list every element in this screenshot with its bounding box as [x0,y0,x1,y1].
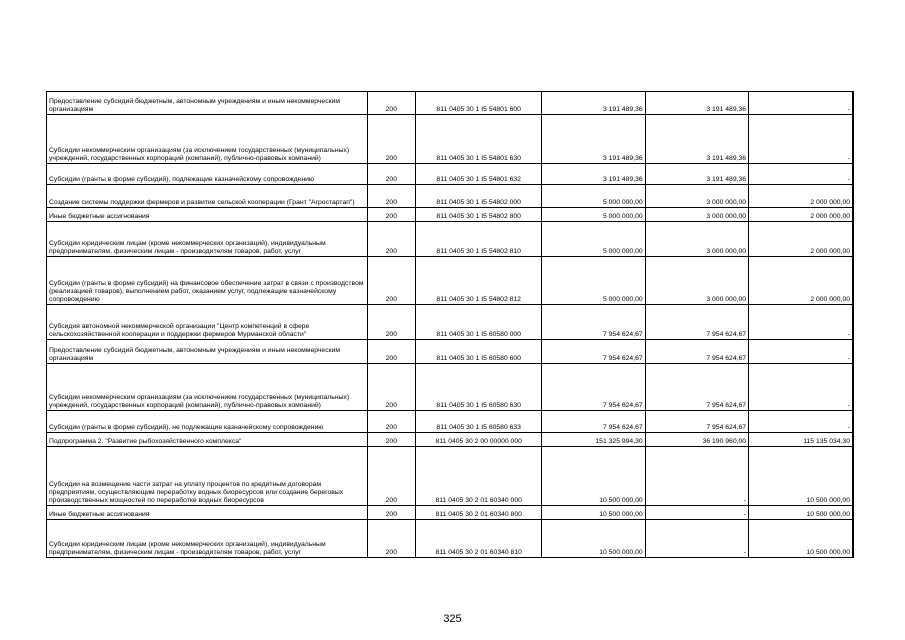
row-budget-code: 811 0405 30 1 I5 60580 630 [416,364,542,411]
row-unexecuted: 10 500 000,00 [749,506,853,520]
row-budget-code: 811 0405 30 1 I5 54801 600 [416,92,542,115]
row-name: Субсидии на возмещение части затрат на уплату процентов по кредитным договорам предприятиям, осуществляющим переработку водных биоресурсов или создание береговых производственных мощностей по переработке водных биоресурсов [47,447,368,506]
row-executed: 3 000 000,00 [645,257,748,305]
row-unexecuted: 2 000 000,00 [749,185,853,208]
row-unexecuted: - [749,164,853,185]
row-approved: 7 954 624,67 [542,305,645,340]
row-unexecuted: 115 135 034,30 [749,433,853,447]
row-name: Субсидии (гранты в форме субсидий), подлежащие казначейскому сопровождению [47,164,368,185]
row-line-code: 200 [367,305,416,340]
row-line-code: 200 [367,222,416,257]
row-approved: 7 954 624,67 [542,364,645,411]
row-line-code: 200 [367,164,416,185]
row-unexecuted: 10 500 000,00 [749,520,853,558]
row-name: Субсидия автономной некоммерческой организации "Центр компетенций в сфере сельскохозяйственной кооперации и поддержки фермеров Мурманской области" [47,305,368,340]
table-row [47,364,854,411]
row-approved: 151 325 994,30 [542,433,645,447]
row-executed: 3 191 489,36 [645,92,748,115]
row-budget-code: 811 0405 30 1 I5 60580 600 [416,340,542,364]
row-budget-code: 811 0405 30 2 01 60340 810 [416,520,542,558]
row-name: Субсидии некоммерческим организациям (за исключением государственных (муниципальных) учреждений, государственных корпораций (компаний), публично-правовых компаний) [47,364,368,411]
row-line-code: 200 [367,185,416,208]
table-row [47,520,854,558]
row-approved: 7 954 624,67 [542,411,645,433]
row-budget-code: 811 0405 30 1 I5 54802 000 [416,185,542,208]
row-budget-code: 811 0405 30 1 I5 60580 633 [416,411,542,433]
row-line-code: 200 [367,92,416,115]
row-approved: 10 500 000,00 [542,447,645,506]
row-approved: 3 191 489,36 [542,115,645,164]
row-budget-code: 811 0405 30 1 I5 54801 630 [416,115,542,164]
row-line-code: 200 [367,520,416,558]
row-executed: - [645,520,748,558]
row-approved: 3 191 489,36 [542,164,645,185]
row-name: Подпрограмма 2. "Развитие рыбохозяйственного комплекса" [47,433,368,447]
row-executed: 7 954 624,67 [645,340,748,364]
row-approved: 5 000 000,00 [542,222,645,257]
table-row [47,185,854,208]
table-row [47,92,854,115]
row-unexecuted: - [749,364,853,411]
row-approved: 5 000 000,00 [542,208,645,222]
row-budget-code: 811 0405 30 1 I5 54801 632 [416,164,542,185]
row-approved: 3 191 489,36 [542,92,645,115]
table-row [47,222,854,257]
table-row [47,411,854,433]
row-line-code: 200 [367,411,416,433]
table-row [47,506,854,520]
row-approved: 5 000 000,00 [542,257,645,305]
row-name: Субсидии (гранты в форме субсидий), не подлежащие казначейскому сопровождению [47,411,368,433]
row-approved: 7 954 624,67 [542,340,645,364]
row-budget-code: 811 0405 30 1 I5 54802 812 [416,257,542,305]
row-executed: - [645,447,748,506]
row-approved: 10 500 000,00 [542,520,645,558]
row-executed: 3 000 000,00 [645,185,748,208]
row-unexecuted: - [749,305,853,340]
row-executed: 36 190 960,00 [645,433,748,447]
table-row [47,115,854,164]
row-name: Субсидии некоммерческим организациям (за исключением государственных (муниципальных) учреждений, государственных корпораций (компаний), публично-правовых компаний) [47,115,368,164]
row-line-code: 200 [367,447,416,506]
table-row [47,305,854,340]
row-name: Субсидии (гранты в форме субсидий) на финансовое обеспечение затрат в связи с производством (реализацией товаров), выполнением работ, оказанием услуг, подлежащие казначейскому сопровождению [47,257,368,305]
row-budget-code: 811 0405 30 1 I5 54802 810 [416,222,542,257]
row-unexecuted: - [749,411,853,433]
table-row [47,164,854,185]
row-executed: 7 954 624,67 [645,364,748,411]
row-name: Предоставление субсидий бюджетным, автономным учреждениям и иным некоммерческим организациям [47,92,368,115]
row-unexecuted: - [749,92,853,115]
row-executed: 3 000 000,00 [645,222,748,257]
row-unexecuted: 2 000 000,00 [749,257,853,305]
row-name: Иные бюджетные ассигнования [47,506,368,520]
row-approved: 5 000 000,00 [542,185,645,208]
row-approved: 10 500 000,00 [542,506,645,520]
row-name: Создание системы поддержки фермеров и развитие сельской кооперации (Грант "Агростартап") [47,185,368,208]
row-line-code: 200 [367,257,416,305]
table-body [47,92,854,558]
row-executed: 3 191 489,36 [645,164,748,185]
row-name: Субсидии юридическим лицам (кроме некоммерческих организаций), индивидуальным предпринимателям, физическим лицам - производителям товаров, работ, услуг [47,222,368,257]
row-budget-code: 811 0405 30 2 01 60340 800 [416,506,542,520]
page-number: 325 [443,613,462,625]
row-unexecuted: 10 500 000,00 [749,447,853,506]
row-unexecuted: 2 000 000,00 [749,208,853,222]
row-line-code: 200 [367,115,416,164]
row-executed: 3 000 000,00 [645,208,748,222]
row-name: Предоставление субсидий бюджетным, автономным учреждениям и иным некоммерческим организациям [47,340,368,364]
row-executed: - [645,506,748,520]
row-name: Субсидии юридическим лицам (кроме некоммерческих организаций), индивидуальным предпринимателям, физическим лицам - производителям товаров, работ, услуг [47,520,368,558]
table-row [47,447,854,506]
row-budget-code: 811 0405 30 2 00 00000 000 [416,433,542,447]
row-line-code: 200 [367,506,416,520]
table-row [47,340,854,364]
row-name: Иные бюджетные ассигнования [47,208,368,222]
row-unexecuted: - [749,115,853,164]
row-line-code: 200 [367,208,416,222]
table-row [47,208,854,222]
row-executed: 7 954 624,67 [645,411,748,433]
row-executed: 3 191 489,36 [645,115,748,164]
row-executed: 7 954 624,67 [645,305,748,340]
row-line-code: 200 [367,433,416,447]
table-row [47,257,854,305]
budget-execution-table [46,91,854,558]
row-budget-code: 811 0405 30 1 I5 60580 000 [416,305,542,340]
table-row [47,433,854,447]
row-line-code: 200 [367,364,416,411]
row-budget-code: 811 0405 30 2 01 60340 000 [416,447,542,506]
row-line-code: 200 [367,340,416,364]
row-unexecuted: - [749,340,853,364]
row-unexecuted: 2 000 000,00 [749,222,853,257]
row-budget-code: 811 0405 30 1 I5 54802 800 [416,208,542,222]
